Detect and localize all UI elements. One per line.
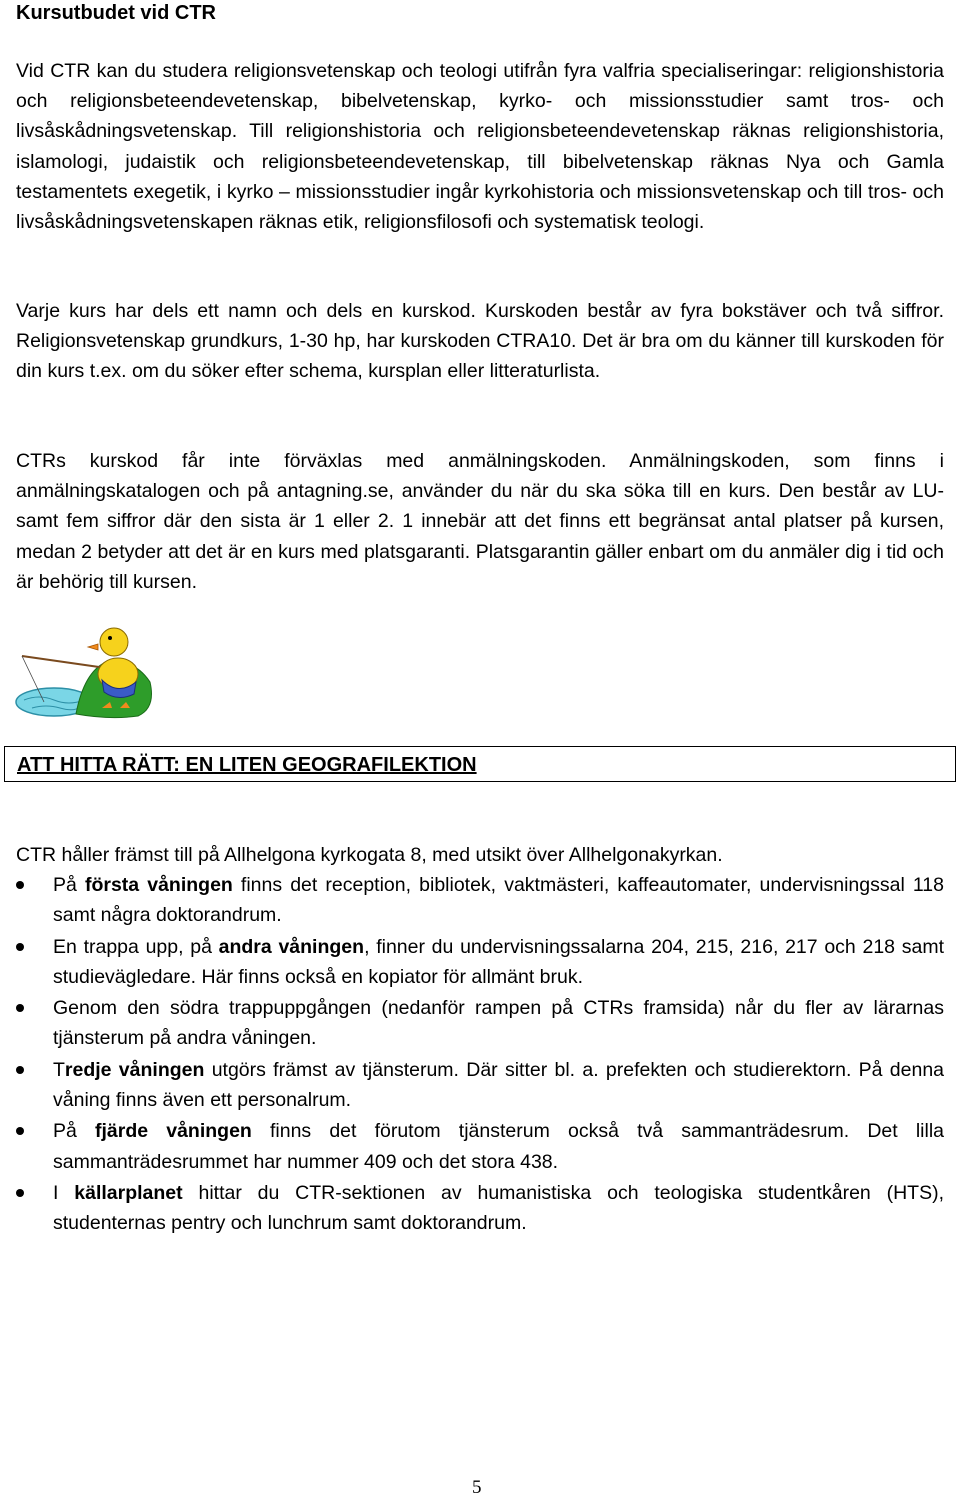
list-item: En trappa upp, på andra våningen, finner du undervisningssalarna 204, 215, 216, 217 och 218 samt studievägledare. Här finns också en kopiator för allmänt bruk.: [0, 932, 944, 992]
paragraph-specializations: Vid CTR kan du studera religionsvetenskap och teologi utifrån fyra valfria specialiseringar: religionshistoria och religionsbeteendevetenskap, bibelvetenskap, kyrko- och missionsstudier samt tros- och livsåskådningsvetenskap. Till religionshistoria och religionsbeteendevetenskap räknas religionshistoria, islamologi, judaistik och religionsbeteendevetenskap, till bibelvetenskap räknas Nya och Gamla testamentets exegetik, i kyrko – missionsstudier ingår kyrkohistoria och missionsvetenskap och till tros- och livsåskådningsvetenskapen räknas etik, religionsfilosofi och systematisk teologi.: [16, 60, 944, 234]
bullet-icon: [16, 1066, 24, 1074]
page-number: 5: [472, 1477, 482, 1498]
bullet-icon: [16, 1189, 24, 1197]
fishing-duck-illustration: [14, 622, 156, 720]
location-intro: CTR håller främst till på Allhelgona kyrkogata 8, med utsikt över Allhelgonakyrkan.: [16, 844, 723, 866]
bullet-icon: [16, 881, 24, 889]
bullet-icon: [16, 1004, 24, 1012]
section-title: ATT HITTA RÄTT: EN LITEN GEOGRAFILEKTION: [17, 754, 477, 776]
floor-list: [0, 870, 960, 1240]
paragraph-course-code: Varje kurs har dels ett namn och dels en kurskod. Kurskoden består av fyra bokstäver och två siffror. Religionsvetenskap grundkurs, 1-30 hp, har kurskoden CTRA10. Det är bra om du känner till kurskoden för din kurs t.ex. om du söker efter schema, kursplan eller litteraturlista.: [16, 300, 944, 383]
section-header-box: [4, 746, 956, 782]
page-heading: Kursutbudet vid CTR: [16, 2, 216, 24]
list-item: Genom den södra trappuppgången (nedanför rampen på CTRs framsida) når du fler av lärarnas tjänsterum på andra våningen.: [0, 993, 944, 1053]
list-item: Tredje våningen utgörs främst av tjänsterum. Där sitter bl. a. prefekten och studierektorn. På denna våning finns även ett personalrum.: [0, 1055, 944, 1115]
list-item: I källarplanet hittar du CTR-sektionen av humanistiska och teologiska studentkåren (HTS), studenternas pentry och lunchrum samt doktorandrum.: [0, 1178, 944, 1238]
paragraph-application-code: CTRs kurskod får inte förväxlas med anmälningskoden. Anmälningskoden, som finns i anmälningskatalogen och på antagning.se, använder du när du ska söka till en kurs. Den består av LU- samt fem siffror där den sista är 1 eller 2. 1 innebär att det finns ett begränsat antal platser på kursen, medan 2 betyder att det är en kurs med platsgaranti. Platsgarantin gäller enbart om du anmäler dig i tid och är behörig till kursen.: [16, 450, 944, 593]
bullet-icon: [16, 1127, 24, 1135]
list-item: På första våningen finns det reception, bibliotek, vaktmästeri, kaffeautomater, undervisningssal 118 samt några doktorandrum.: [0, 870, 944, 930]
list-item: På fjärde våningen finns det förutom tjänsterum också två sammanträdesrum. Det lilla sammanträdesrummet har nummer 409 och det stora 438.: [0, 1116, 944, 1176]
bullet-icon: [16, 943, 24, 951]
